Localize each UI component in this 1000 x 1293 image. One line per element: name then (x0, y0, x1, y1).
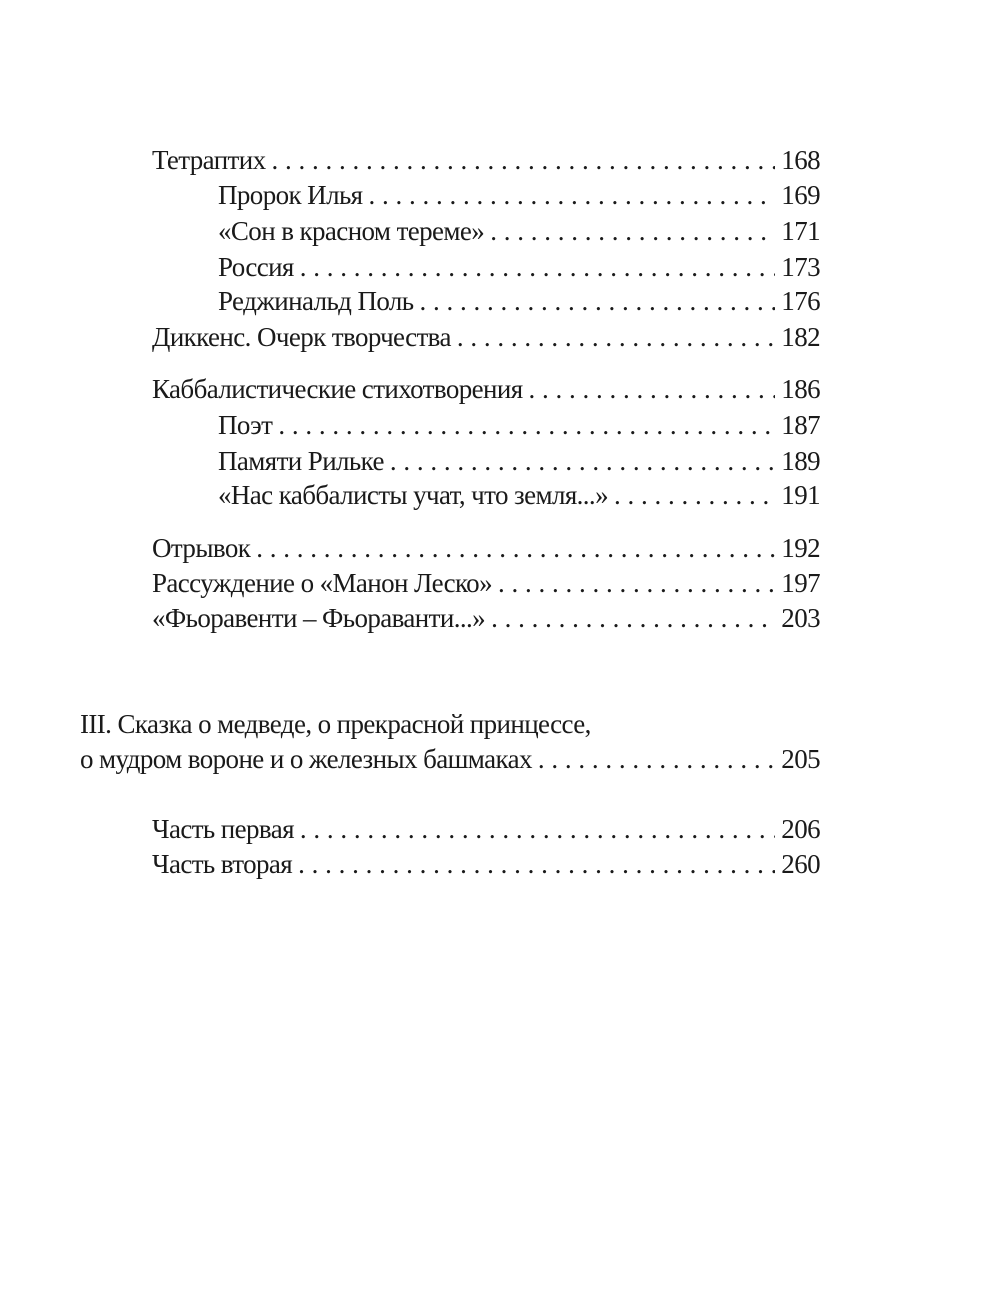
page-number: 191 (781, 480, 820, 510)
toc-entry (152, 372, 820, 406)
dot-leader (538, 742, 775, 776)
entry-title: Пророк Илья (218, 180, 363, 210)
entry-title: Диккенс. Очерк творчества (152, 322, 451, 352)
dot-leader (272, 143, 776, 177)
toc-entry (152, 143, 820, 177)
part-title-line1: III. Сказка о медведе, о прекрасной принцессе, (80, 709, 591, 739)
page-number: 260 (781, 849, 820, 879)
entry-title: Отрывок (152, 533, 251, 563)
page-number: 168 (781, 145, 820, 175)
dot-leader (256, 531, 775, 565)
entry-title: «Нас каббалисты учат, что земля...» (218, 480, 608, 510)
page-number: 187 (781, 410, 820, 440)
page-number: 205 (781, 744, 820, 774)
dot-leader (300, 812, 775, 846)
toc-entry (218, 214, 820, 248)
entry-title: Россия (218, 252, 294, 282)
dot-leader (278, 408, 775, 442)
dot-leader (457, 320, 775, 354)
page-number: 197 (781, 568, 820, 598)
toc-entry (152, 812, 820, 846)
page-number: 192 (781, 533, 820, 563)
toc-entry (218, 250, 820, 284)
dot-leader (420, 284, 776, 318)
toc-entry (152, 531, 820, 565)
dot-leader (368, 178, 775, 212)
page-number: 176 (781, 286, 820, 316)
entry-title: Реджинальд Поль (218, 286, 414, 316)
dot-leader (300, 250, 776, 284)
entry-title: о мудром вороне и о железных башмаках (80, 744, 532, 774)
page-number: 189 (781, 446, 820, 476)
entry-title: Памяти Рильке (218, 446, 384, 476)
toc-entry (152, 566, 820, 600)
toc-entry (152, 320, 820, 354)
page-number: 206 (781, 814, 820, 844)
entry-title: «Сон в красном тереме» (218, 216, 485, 246)
entry-title: Часть вторая (152, 849, 293, 879)
entry-title: Часть первая (152, 814, 294, 844)
toc-entry (218, 178, 820, 212)
dot-leader (529, 372, 776, 406)
toc-entry (80, 742, 820, 776)
page-number: 169 (781, 180, 820, 210)
page-number: 203 (781, 603, 820, 633)
entry-title: Поэт (218, 410, 273, 440)
dot-leader (498, 566, 775, 600)
toc-entry (218, 478, 820, 512)
toc-entry (218, 284, 820, 318)
entry-title: Тетраптих (152, 145, 266, 175)
page-number: 173 (781, 252, 820, 282)
dot-leader (298, 847, 775, 881)
page-number: 182 (781, 322, 820, 352)
dot-leader (491, 601, 775, 635)
dot-leader (490, 214, 775, 248)
page-number: 186 (781, 374, 820, 404)
toc-entry (152, 601, 820, 635)
entry-title: Рассуждение о «Манон Леско» (152, 568, 492, 598)
dot-leader (614, 478, 775, 512)
page-number: 171 (781, 216, 820, 246)
toc-entry (218, 444, 820, 478)
toc-entry (218, 408, 820, 442)
toc-entry (152, 847, 820, 881)
entry-title: «Фьоравенти – Фьораванти...» (152, 603, 486, 633)
dot-leader (390, 444, 775, 478)
entry-title: Каббалистические стихотворения (152, 374, 523, 404)
